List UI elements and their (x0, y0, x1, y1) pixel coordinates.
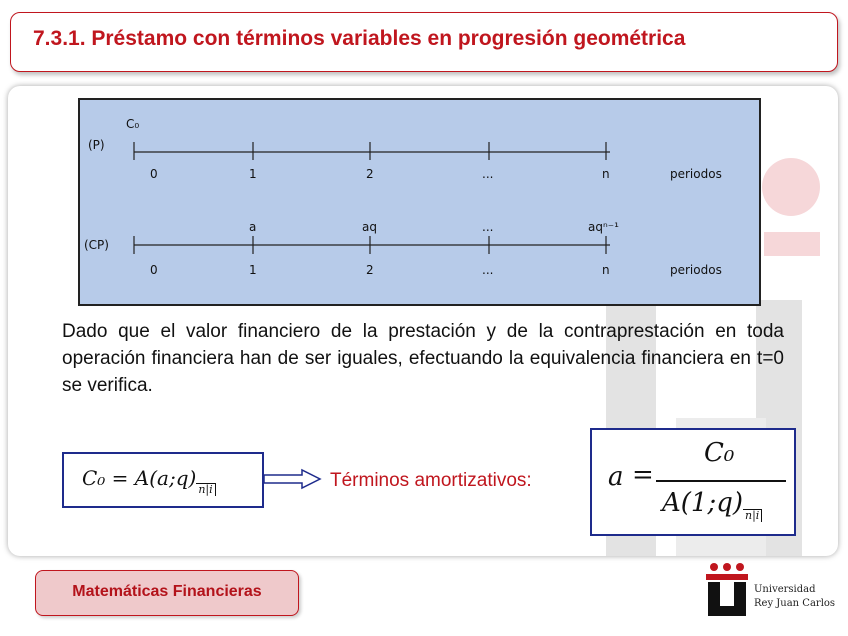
logo-text-line1: Universidad (754, 584, 816, 595)
row-p-tick: ... (482, 167, 494, 181)
row-cp-tick: 1 (249, 263, 257, 277)
row-cp-tick: n (602, 263, 610, 277)
row-cp-top-label: a (249, 220, 257, 234)
footer-course-title: Matemáticas Financieras (72, 583, 262, 600)
formula-left-expression (82, 466, 216, 496)
logo-text-line2: Rey Juan Carlos (754, 598, 836, 609)
row-cp-tick: 2 (366, 263, 374, 277)
watermark-shape (764, 232, 820, 256)
row-cp-tick: 0 (150, 263, 158, 277)
formula-equivalence (62, 452, 264, 508)
formula-result (590, 428, 796, 536)
row-cp-top-label: ... (482, 220, 494, 234)
watermark-dot (762, 158, 820, 216)
urjc-logo-icon (704, 562, 750, 618)
formula-left-subscript: n|i (196, 483, 215, 496)
row-p-axis-label: periodos (670, 167, 722, 181)
row-cp-tick: ... (482, 263, 494, 277)
terms-label: Términos amortizativos: (330, 470, 532, 491)
row-cp-label: (CP) (84, 238, 109, 252)
row-p-label: (P) (88, 138, 105, 152)
timeline-svg (80, 100, 759, 304)
formula-right-subscript: n|i (743, 509, 762, 522)
footer-course-box (35, 570, 299, 616)
formula-right-var: a (608, 462, 624, 492)
university-logo (704, 562, 848, 632)
row-p-tick: 1 (249, 167, 257, 181)
row-p-tick: 2 (366, 167, 374, 181)
cash-flow-diagram (78, 98, 761, 306)
row-p-tick: 0 (150, 167, 158, 181)
row-cp-top-label: aqⁿ⁻¹ (588, 220, 619, 234)
formula-right-denominator-wrap (662, 488, 762, 522)
formula-right-equals: = (632, 460, 654, 490)
slide-title: 7.3.1. Préstamo con términos variables en progresión geométrica (33, 27, 686, 50)
formula-right-denominator: A(1;q) (662, 488, 744, 518)
title-box (10, 12, 838, 72)
fraction-bar (656, 480, 786, 482)
row-cp-axis-label: periodos (670, 263, 722, 277)
row-p-tick: n (602, 167, 610, 181)
formula-right-numerator: C₀ (704, 438, 735, 468)
row-p-top-label: C₀ (126, 117, 140, 131)
explanation-paragraph: Dado que el valor financiero de la prestación y de la contraprestación en toda operación financiera han de ser iguales, efectuando la equivalencia financiera en t=0 se verifica. (62, 321, 784, 396)
row-cp-top-label: aq (362, 220, 377, 234)
formula-left-lhs: C₀ = A(a;q) (82, 466, 197, 490)
arrow-right-icon (262, 468, 322, 490)
